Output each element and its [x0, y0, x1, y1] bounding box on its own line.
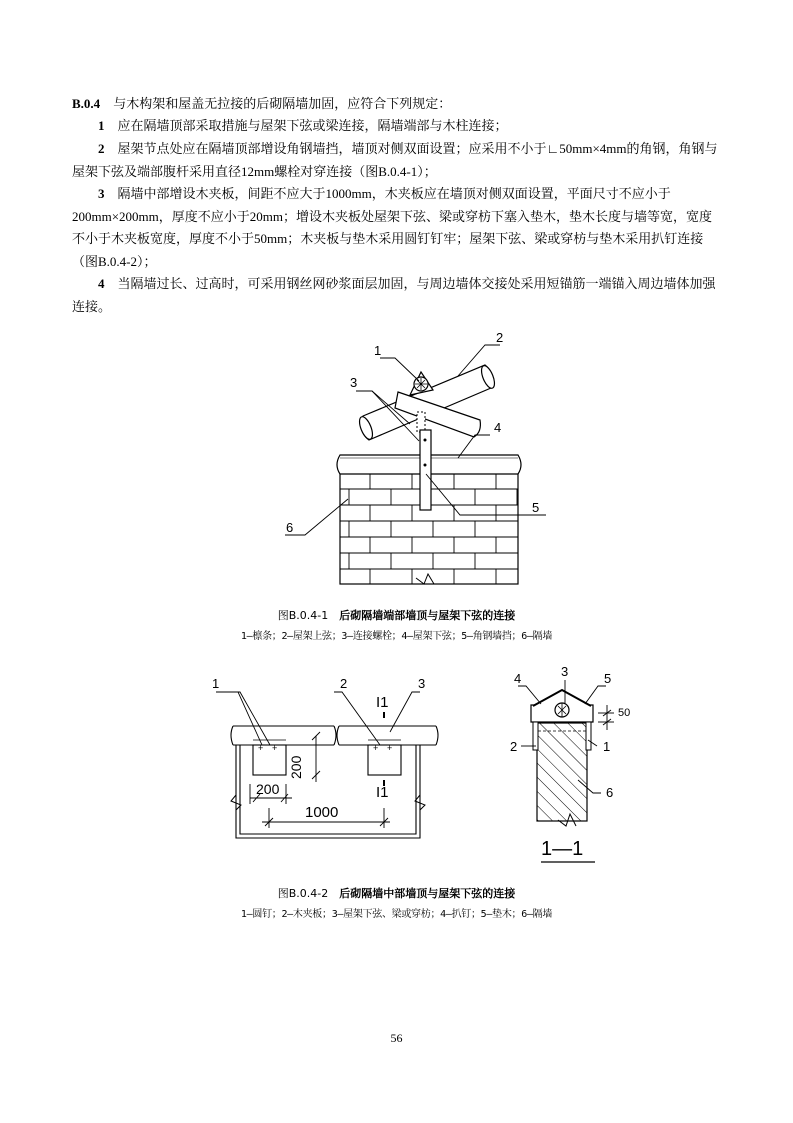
section-callout-1: 1	[603, 739, 611, 754]
section-number: B.0.4	[72, 96, 101, 111]
dim-spacing: 1000	[305, 804, 339, 821]
callout-5: 5	[532, 500, 540, 515]
clause-number: 1	[98, 118, 105, 133]
callout-4: 4	[494, 420, 502, 435]
plan-callout-1: 1	[212, 676, 220, 691]
section-callout-5: 5	[604, 671, 612, 686]
section-intro-text: 与木构架和屋盖无拉接的后砌隔墙加固，应符合下列规定：	[113, 96, 452, 111]
figure-1-label: 图B.0.4-1	[277, 609, 329, 622]
plan-callout-3: 3	[418, 676, 426, 691]
figure-2-label: 图B.0.4-2	[277, 887, 329, 900]
clause-number: 4	[98, 276, 105, 291]
callout-6: 6	[286, 520, 294, 535]
section-callout-4: 4	[514, 671, 522, 686]
dim-plate-height: 200	[288, 755, 304, 779]
section-callout-6: 6	[606, 785, 614, 800]
clause-text: 隔墙中部增设木夹板，间距不应大于1000mm，木夹板应在墙顶对侧双面设置，平面尺寸不应小于200mm×200mm，厚度不应小于20mm；增设木夹板处屋架下弦、梁或穿枋下塞入垫木，垫木长度与墙等宽，宽度不小于木夹板宽度，厚度不小于50mm；木夹板与垫木采用圆钉钉牢；屋架下弦、梁或穿枋与垫木采用扒钉连接（图B.0.4-2）；	[72, 186, 713, 269]
clause-text: 屋架节点处应在隔墙顶部增设角钢墙挡，墙顶对侧双面设置；应采用不小于∟50mm×4mm的角钢，角钢与屋架下弦及端部腹杆采用直径12mm螺栓对穿连接（图B.0.4-1）；	[72, 141, 718, 179]
section-callout-3: 3	[561, 664, 569, 679]
callout-3: 3	[350, 375, 358, 390]
section-callout-2: 2	[510, 739, 518, 754]
plan-callout-2: 2	[340, 676, 348, 691]
clause-text: 应在隔墙顶部采取措施与屋架下弦或梁连接，隔墙端部与木柱连接；	[117, 118, 508, 133]
clause-number: 3	[98, 186, 105, 201]
dim-plate-width: 200	[256, 781, 280, 797]
section-mark-bottom: I1	[376, 784, 389, 801]
svg-text:+: +	[258, 743, 264, 753]
section-title: 1—1	[541, 838, 584, 860]
clause-number: 2	[98, 141, 105, 156]
figure-2-caption	[0, 885, 793, 901]
callout-2: 2	[496, 330, 504, 345]
dim-pad: 50	[618, 707, 631, 719]
svg-text:+: +	[373, 743, 379, 753]
callout-1: 1	[374, 343, 382, 358]
svg-text:+: +	[387, 743, 393, 753]
figure-1-title: 后砌隔墙端部墙顶与屋架下弦的连接	[339, 609, 516, 622]
page-number: 56	[390, 1031, 403, 1045]
section-mark-top: I1	[376, 694, 389, 711]
section-1-1	[531, 690, 593, 826]
figure-2-title: 后砌隔墙中部墙顶与屋架下弦的连接	[339, 887, 516, 900]
figure-1-legend: 1—檩条；2—屋架上弦；3—连接螺栓；4—屋架下弦；5—角钢墙挡；6—隔墙	[240, 631, 553, 642]
figure-2-legend: 1—圆钉；2—木夹板；3—屋架下弦、梁或穿枋；4—扒钉；5—垫木；6—隔墙	[240, 909, 553, 920]
clause-text: 当隔墙过长、过高时，可采用钢丝网砂浆面层加固，与周边墙体交接处采用短锚筋一端锚入周边墙体加强连接。	[72, 276, 716, 314]
svg-text:+: +	[272, 743, 278, 753]
